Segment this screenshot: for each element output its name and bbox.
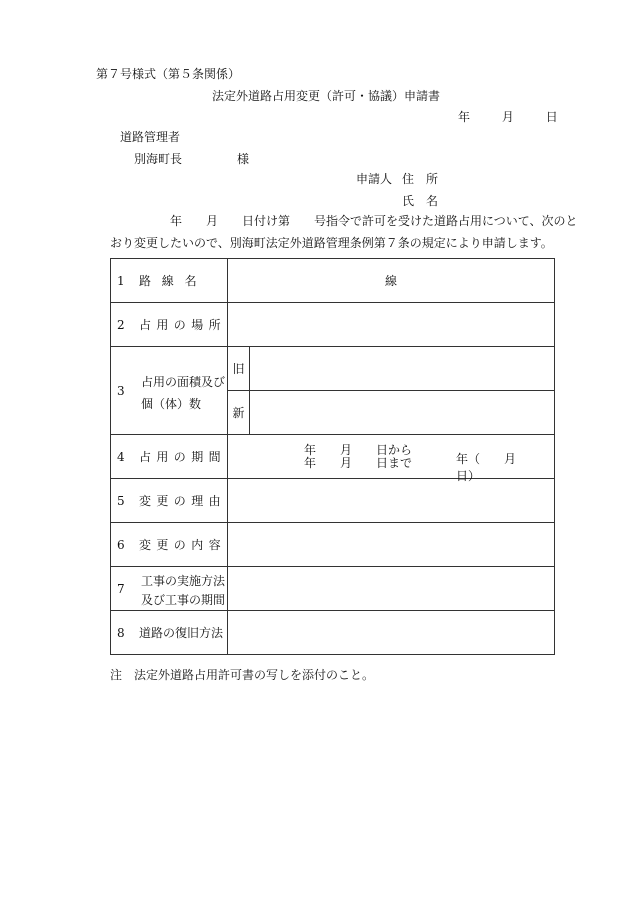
period-to: 年 月 日まで xyxy=(304,456,413,470)
period-duration: 年（ 月 日） xyxy=(456,452,541,483)
row-number: 1 xyxy=(117,274,125,288)
new-label: 新 xyxy=(228,391,250,435)
table-row xyxy=(111,435,555,479)
addressee-name: 別海町長 xyxy=(134,152,183,166)
row-number: 8 xyxy=(117,626,125,640)
route-name-field[interactable] xyxy=(228,259,555,303)
table-row xyxy=(111,479,555,523)
date-month: 月 xyxy=(501,110,514,124)
table-row xyxy=(111,567,555,611)
old-area-field[interactable] xyxy=(250,347,555,391)
row-label-cell xyxy=(111,523,228,567)
table-row xyxy=(111,611,555,655)
row-label-cell xyxy=(111,259,228,303)
footnote: 注 法定外道路占用許可書の写しを添付のこと。 xyxy=(110,668,375,682)
row-label-cell xyxy=(111,479,228,523)
date-day: 日 xyxy=(545,110,558,124)
addressee-org: 道路管理者 xyxy=(120,130,181,144)
row-label: 占用の場所 xyxy=(139,318,227,332)
change-content-field[interactable] xyxy=(228,523,555,567)
road-restoration-field[interactable] xyxy=(228,611,555,655)
construction-method-field[interactable] xyxy=(228,567,555,611)
route-suffix: 線 xyxy=(385,274,398,288)
occupancy-location-field[interactable] xyxy=(228,303,555,347)
row-label-line1: 占用の面積及び xyxy=(141,375,226,389)
row-number: 4 xyxy=(117,450,125,464)
application-table xyxy=(110,258,555,655)
row-label: 占用の期間 xyxy=(139,450,227,464)
row-label-cell xyxy=(111,347,228,435)
row-label-line2: 個（体）数 xyxy=(141,397,202,411)
change-reason-field[interactable] xyxy=(228,479,555,523)
row-label-line2: 及び工事の期間 xyxy=(141,593,226,607)
row-label: 路線名 xyxy=(139,274,208,288)
occupancy-period-field[interactable] xyxy=(228,435,555,483)
address-label: 住 所 xyxy=(402,172,439,186)
body-text-line1: 年 月 日付け第 号指令で許可を受けた道路占用について、次のと xyxy=(170,214,578,228)
date-line xyxy=(458,110,558,124)
row-label: 道路の復旧方法 xyxy=(139,626,224,640)
table-row xyxy=(111,347,555,391)
row-label-cell xyxy=(111,567,228,611)
honorific: 様 xyxy=(237,152,250,166)
new-area-field[interactable] xyxy=(250,391,555,435)
row-label-cell xyxy=(111,435,228,479)
date-year: 年 xyxy=(458,110,471,124)
row-label-cell xyxy=(111,303,228,347)
row-label-cell xyxy=(111,611,228,655)
applicant-label: 申請人 xyxy=(356,172,393,186)
row-label: 変更の内容 xyxy=(139,538,227,552)
table-row xyxy=(111,523,555,567)
name-label: 氏 名 xyxy=(402,194,439,208)
period-from: 年 月 日から xyxy=(304,443,413,457)
row-number: 3 xyxy=(117,384,125,398)
body-text-line2: おり変更したいので、別海町法定外道路管理条例第７条の規定により申請します。 xyxy=(110,236,553,250)
document-title: 法定外道路占用変更（許可・協議）申請書 xyxy=(212,89,441,103)
row-number: 6 xyxy=(117,538,125,552)
table-row xyxy=(111,303,555,347)
row-number: 7 xyxy=(117,582,125,596)
old-label: 旧 xyxy=(228,347,250,391)
row-number: 2 xyxy=(117,318,125,332)
form-number: 第７号様式（第５条関係） xyxy=(96,67,241,81)
row-label-line1: 工事の実施方法 xyxy=(141,574,226,588)
row-label: 変更の理由 xyxy=(139,494,227,508)
table-row xyxy=(111,259,555,303)
row-number: 5 xyxy=(117,494,125,508)
